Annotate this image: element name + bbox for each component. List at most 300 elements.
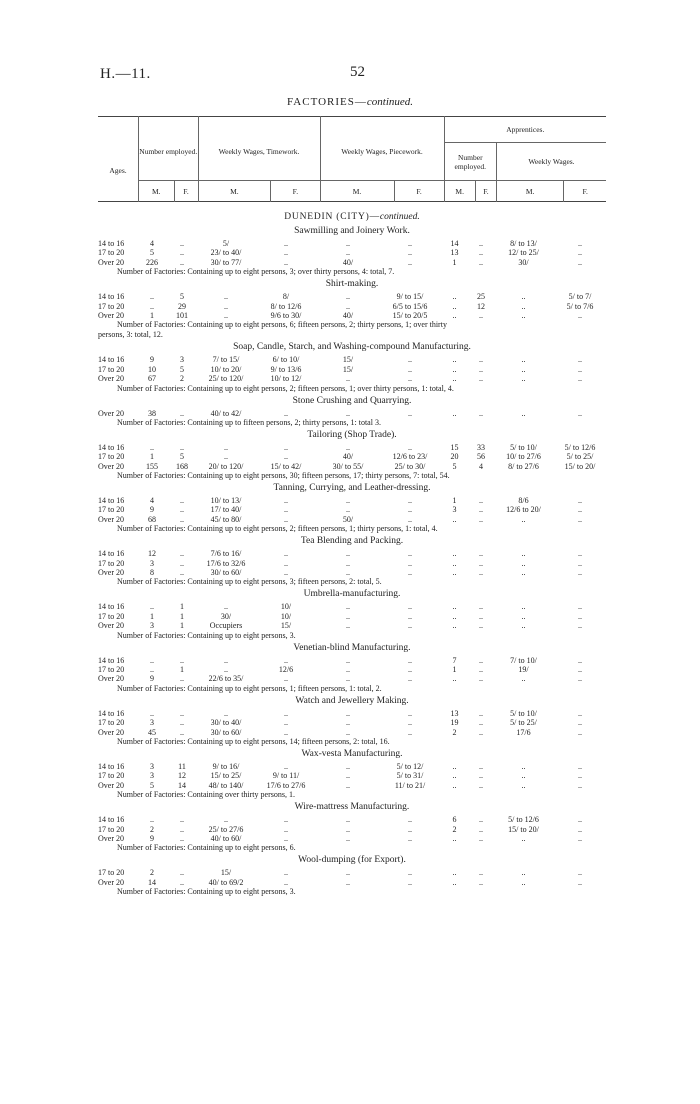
table-cell: .. <box>408 664 412 674</box>
table-cell: 30/ to 60/ <box>210 727 242 737</box>
table-cell: .. <box>408 568 412 578</box>
table-cell: .. <box>180 824 184 834</box>
col-weekly-wages-piecework: Weekly Wages, Piecework. <box>320 117 444 181</box>
table-row <box>98 771 606 780</box>
report-reference: H.—11. <box>100 66 151 82</box>
table-cell: .. <box>479 568 483 578</box>
table-cell: 19/ <box>518 664 529 674</box>
table-cell: 9 <box>150 355 154 365</box>
table-row <box>98 621 606 630</box>
table-cell: .. <box>521 761 526 771</box>
table-cell: 11/ to 21/ <box>394 780 426 790</box>
industry-title: Tea Blending and Packing. <box>300 536 404 547</box>
table-cell: .. <box>521 611 526 621</box>
table-cell: 10/ to 27/6 <box>506 452 541 462</box>
table-cell: 25/ to 27/6 <box>208 824 244 834</box>
table-cell: .. <box>408 408 412 418</box>
table-cell: .. <box>479 239 483 248</box>
table-cell: 3 <box>150 558 154 568</box>
table-cell: 2 <box>452 824 457 834</box>
table-cell: .. <box>479 708 483 718</box>
table-cell: 12/6 to 23/ <box>392 452 428 462</box>
table-row <box>98 365 606 374</box>
table-cell: .. <box>284 496 288 506</box>
table-cell: .. <box>224 292 228 302</box>
table-cell: .. <box>284 824 288 834</box>
table-cell: 5 <box>180 292 184 302</box>
table-cell: .. <box>479 602 483 612</box>
table-cell: 20 <box>450 452 459 462</box>
table-row <box>98 239 606 248</box>
table-cell: 10 <box>148 364 156 374</box>
table-row <box>98 762 606 771</box>
table-cell: 17/6 to 32/6 <box>206 558 246 568</box>
table-row <box>98 709 606 718</box>
table-cell: .. <box>346 780 350 790</box>
table-row <box>98 665 606 674</box>
table-row <box>98 409 606 418</box>
table-cell: .. <box>479 877 483 887</box>
table-cell: 17/ to 40/ <box>210 505 242 515</box>
industry-title: Tanning, Currying, and Leather-dressing. <box>273 483 431 494</box>
table-cell: .. <box>284 505 288 515</box>
table-cell: .. <box>180 708 184 718</box>
table-cell: .. <box>346 761 350 771</box>
table-cell: 14 to 16 <box>98 602 125 612</box>
table-cell: .. <box>180 815 184 825</box>
table-cell: .. <box>224 664 228 674</box>
industry-section <box>98 853 606 897</box>
table-cell: .. <box>452 621 457 631</box>
table-cell: 20/ to 120/ <box>208 461 244 471</box>
table-cell: .. <box>578 611 582 621</box>
factory-count-note: Number of Factories: Containing up to fifteen persons, 2; thirty persons, 1: total 3. <box>117 417 381 427</box>
table-cell: 7 <box>452 655 457 665</box>
table-cell: .. <box>284 248 288 258</box>
table-cell: .. <box>521 771 526 781</box>
industry-title: Venetian-blind Manufacturing. <box>293 642 411 653</box>
table-cell: .. <box>578 549 582 559</box>
table-cell: .. <box>452 301 457 311</box>
table-cell: 5 <box>180 364 184 374</box>
table-row <box>98 834 606 843</box>
table-cell: .. <box>224 815 228 825</box>
table-cell: Occupiers <box>209 621 243 631</box>
table-cell: .. <box>479 655 483 665</box>
factory-count-note: Number of Factories: Containing up to eight persons, 2; fifteen persons, 1; thirty persons, 1: total, 4. <box>117 524 438 534</box>
table-cell: .. <box>224 442 228 452</box>
table-cell: .. <box>408 868 412 878</box>
table-cell: 3 <box>150 621 154 631</box>
table-cell: .. <box>408 718 412 728</box>
table-cell: 5/ to 12/ <box>396 761 424 771</box>
factory-count-note: Number of Factories: Containing up to eight persons, 14; fifteen persons, 2: total, 16. <box>117 736 390 746</box>
col-m: M. <box>139 181 175 202</box>
table-cell: .. <box>346 558 350 568</box>
table-cell: .. <box>346 408 350 418</box>
table-cell: .. <box>284 674 288 684</box>
table-cell: 17/6 <box>516 727 531 737</box>
table-cell: .. <box>479 364 483 374</box>
table-cell: 1 <box>180 602 184 612</box>
table-row <box>98 718 606 727</box>
table-cell: .. <box>521 833 526 843</box>
table-cell: .. <box>521 301 526 311</box>
table-cell: .. <box>284 815 288 825</box>
table-cell: 5 <box>150 248 154 258</box>
industry-section <box>98 641 606 694</box>
table-cell: 1 <box>150 611 154 621</box>
table-row <box>98 878 606 887</box>
table-cell: .. <box>150 664 154 674</box>
table-cell: .. <box>408 355 412 365</box>
table-cell: 50/ <box>342 514 354 524</box>
table-cell: 17 to 20 <box>98 664 125 674</box>
table-row <box>98 505 606 514</box>
table-cell: .. <box>479 374 483 384</box>
table-cell: 1 <box>180 611 184 621</box>
table-cell: .. <box>408 621 412 631</box>
table-cell: 30/ <box>220 611 232 621</box>
industry-section <box>98 587 606 640</box>
table-cell: .. <box>408 257 412 267</box>
table-cell: 15/ to 25/ <box>210 771 242 781</box>
table-cell: .. <box>284 708 288 718</box>
table-row <box>98 825 606 834</box>
col-number-employed: Number employed. <box>139 117 199 181</box>
table-cell: .. <box>521 602 526 612</box>
table-row <box>98 728 606 737</box>
industry-title: Wax-vesta Manufacturing. <box>301 748 403 759</box>
industry-section <box>98 394 606 428</box>
table-cell: 17 to 20 <box>98 364 125 374</box>
table-cell: 7/6 to 16/ <box>210 549 242 559</box>
table-cell: 5/ to 12/6 <box>564 442 596 452</box>
table-cell: .. <box>479 833 483 843</box>
table-cell: .. <box>578 514 582 524</box>
table-cell: .. <box>452 408 457 418</box>
table-cell: .. <box>180 727 184 737</box>
table-cell: 13 <box>450 248 459 258</box>
table-cell: 40/ to 69/2 <box>208 877 244 887</box>
table-cell: 17 to 20 <box>98 301 125 311</box>
table-cell: 17 to 20 <box>98 248 125 258</box>
table-cell: 6/ to 10/ <box>272 355 300 365</box>
table-cell: 5/ <box>222 239 230 248</box>
table-cell: .. <box>521 549 526 559</box>
table-cell: .. <box>346 718 350 728</box>
table-cell: 155 <box>146 461 158 471</box>
table-cell: .. <box>578 824 582 834</box>
table-cell: .. <box>479 257 483 267</box>
table-cell: Over 20 <box>98 257 124 267</box>
table-cell: 67 <box>148 374 156 384</box>
table-cell: Over 20 <box>98 877 124 887</box>
table-cell: .. <box>521 364 526 374</box>
table-cell: 14 to 16 <box>98 815 125 825</box>
table-cell: .. <box>578 621 582 631</box>
table-cell: .. <box>578 496 582 506</box>
table-cell: .. <box>479 621 483 631</box>
table-cell: .. <box>346 505 350 515</box>
table-cell: .. <box>521 780 526 790</box>
table-cell: .. <box>150 708 154 718</box>
table-cell: .. <box>578 602 582 612</box>
table-cell: Over 20 <box>98 374 124 384</box>
table-cell: Over 20 <box>98 408 124 418</box>
col-app-weekly-wages: Weekly Wages. <box>497 143 607 181</box>
table-cell: 56 <box>477 452 485 462</box>
table-cell: 23/ to 40/ <box>210 248 242 258</box>
table-cell: .. <box>346 621 350 631</box>
table-cell: .. <box>346 239 350 248</box>
table-cell: .. <box>408 505 412 515</box>
table-cell: .. <box>408 514 412 524</box>
table-cell: 17 to 20 <box>98 505 125 515</box>
table-cell: 9/ to 15/ <box>396 292 424 302</box>
table-cell: .. <box>408 655 412 665</box>
table-cell: 40/ <box>342 257 354 267</box>
table-cell: .. <box>578 248 582 258</box>
table-cell: 8/ to 13/ <box>510 239 537 248</box>
table-row <box>98 311 606 320</box>
table-cell: .. <box>578 708 582 718</box>
city-name: DUNEDIN (CITY)— <box>284 212 380 222</box>
table-cell: 14 to 16 <box>98 292 125 302</box>
table-cell: .. <box>180 239 184 248</box>
table-cell: .. <box>180 718 184 728</box>
table-cell: .. <box>346 727 350 737</box>
table-cell: .. <box>346 664 350 674</box>
table-cell: 12/6 to 20/ <box>506 505 541 515</box>
table-cell: .. <box>452 568 457 578</box>
table-cell: 5/ to 7/6 <box>566 301 594 311</box>
industry-section <box>98 694 606 747</box>
col-piece-m: M. <box>320 181 394 202</box>
table-cell: .. <box>150 292 154 302</box>
table-cell: .. <box>521 514 526 524</box>
table-cell: 25/ to 30/ <box>394 461 426 471</box>
table-cell: .. <box>408 496 412 506</box>
table-cell: .. <box>408 727 412 737</box>
col-ages-blank <box>98 181 139 202</box>
table-cell: .. <box>346 496 350 506</box>
table-cell: 4 <box>150 239 154 248</box>
table-cell: .. <box>346 655 350 665</box>
factory-count-note: Number of Factories: Containing up to eight persons, 6. <box>117 843 296 853</box>
col-weekly-wages-timework: Weekly Wages, Timework. <box>198 117 320 181</box>
table-cell: .. <box>578 761 582 771</box>
col-time-m: M. <box>198 181 271 202</box>
industry-title: Sawmilling and Joinery Work. <box>294 226 410 236</box>
table-cell: .. <box>479 674 483 684</box>
page-title-italic: continued. <box>366 96 414 108</box>
table-cell: .. <box>346 611 350 621</box>
table-cell: .. <box>479 815 483 825</box>
table-cell: .. <box>452 558 457 568</box>
table-cell: 8/ to 27/6 <box>508 461 539 471</box>
industry-title: Stone Crushing and Quarrying. <box>292 395 412 406</box>
table-cell: 30/ <box>518 257 529 267</box>
table-cell: .. <box>180 257 184 267</box>
table-row <box>98 374 606 383</box>
table-cell: .. <box>578 718 582 728</box>
table-cell: .. <box>284 655 288 665</box>
table-cell: .. <box>521 558 526 568</box>
table-cell: 6 <box>452 815 457 825</box>
industry-title: Tailoring (Shop Trade). <box>307 429 397 440</box>
table-row <box>98 568 606 577</box>
col-app-wage-m: M. <box>497 181 564 202</box>
table-cell: .. <box>578 239 582 248</box>
table-cell: .. <box>408 248 412 258</box>
table-cell: 3 <box>180 355 184 365</box>
table-row <box>98 355 606 364</box>
table-header <box>98 116 606 202</box>
table-cell: .. <box>408 239 412 248</box>
table-cell: 15 <box>450 442 459 452</box>
table-cell: .. <box>224 452 228 462</box>
table-cell: 101 <box>176 310 188 320</box>
table-cell: 10/ to 20/ <box>210 364 242 374</box>
table-cell: Over 20 <box>98 568 124 578</box>
table-cell: .. <box>479 549 483 559</box>
table-cell: Over 20 <box>98 514 124 524</box>
table-cell: 17 to 20 <box>98 868 125 878</box>
table-cell: .. <box>452 374 457 384</box>
table-row <box>98 612 606 621</box>
table-cell: .. <box>284 558 288 568</box>
industry-section <box>98 534 606 587</box>
table-cell: .. <box>452 514 457 524</box>
table-cell: 7/ to 15/ <box>212 355 240 365</box>
table-cell: .. <box>578 664 582 674</box>
table-row <box>98 496 606 505</box>
industry-title: Soap, Candle, Starch, and Washing-compound Manufacturing. <box>233 342 471 353</box>
factory-count-note: Number of Factories: Containing up to eight persons, 1; fifteen persons, 1: total, 2. <box>117 683 382 693</box>
table-cell: .. <box>578 257 582 267</box>
col-app-wage-f: F. <box>582 186 588 196</box>
table-cell: .. <box>578 505 582 515</box>
table-cell: 2 <box>150 868 154 878</box>
table-cell: .. <box>180 442 184 452</box>
industry-section <box>98 747 606 800</box>
table-cell: 17 to 20 <box>98 558 125 568</box>
col-time-f: F. <box>271 181 320 202</box>
table-cell: .. <box>521 310 526 320</box>
table-cell: .. <box>408 674 412 684</box>
table-cell: 1 <box>452 257 457 267</box>
table-cell: 17 to 20 <box>98 824 125 834</box>
table-cell: 8/6 <box>518 496 529 506</box>
table-cell: .. <box>452 602 457 612</box>
industry-section <box>98 277 606 340</box>
table-cell: .. <box>346 568 350 578</box>
table-cell: 8/ to 12/6 <box>270 301 302 311</box>
table-cell: 9/ to 13/6 <box>270 364 302 374</box>
table-cell: 8/ <box>282 292 290 302</box>
table-cell: .. <box>479 558 483 568</box>
table-cell: .. <box>479 718 483 728</box>
table-cell: .. <box>452 310 457 320</box>
table-cell: .. <box>408 708 412 718</box>
table-cell: .. <box>284 452 288 462</box>
table-cell: .. <box>479 408 483 418</box>
table-cell: 14 to 16 <box>98 708 125 718</box>
table-cell: .. <box>521 621 526 631</box>
table-cell: .. <box>284 549 288 559</box>
table-cell: .. <box>284 877 288 887</box>
table-cell: .. <box>284 568 288 578</box>
table-cell: .. <box>452 549 457 559</box>
table-cell: 15/ to 20/ <box>564 461 596 471</box>
table-row <box>98 248 606 257</box>
table-cell: 4 <box>479 461 483 471</box>
table-cell: 30/ to 55/ <box>332 461 364 471</box>
col-app-number-employed: Number employed. <box>444 143 496 181</box>
table-cell: 6/5 to 15/6 <box>392 301 428 311</box>
table-cell: 45/ to 80/ <box>210 514 242 524</box>
table-cell: 1 <box>150 310 154 320</box>
table-cell: 14 to 16 <box>98 761 125 771</box>
table-cell: 5/ to 7/ <box>568 292 592 302</box>
table-cell: 1 <box>180 664 184 674</box>
table-cell: 29 <box>178 301 186 311</box>
table-cell: 12/6 <box>278 664 294 674</box>
table-cell: .. <box>479 727 483 737</box>
table-cell: .. <box>578 815 582 825</box>
table-cell: 8 <box>150 568 154 578</box>
table-cell: .. <box>180 549 184 559</box>
table-cell: .. <box>180 558 184 568</box>
table-cell: Over 20 <box>98 674 124 684</box>
table-cell: .. <box>408 824 412 834</box>
table-cell: .. <box>452 868 457 878</box>
table-cell: 14 to 16 <box>98 655 125 665</box>
table-row <box>98 292 606 301</box>
table-cell: Over 20 <box>98 621 124 631</box>
table-cell: .. <box>150 442 154 452</box>
table-cell: .. <box>284 761 288 771</box>
table-cell: .. <box>521 868 526 878</box>
table-cell: .. <box>479 664 483 674</box>
table-cell: .. <box>578 558 582 568</box>
table-cell: .. <box>578 727 582 737</box>
table-cell: .. <box>521 674 526 684</box>
table-cell: 9/ to 16/ <box>212 761 240 771</box>
table-cell: .. <box>224 602 228 612</box>
table-cell: 1 <box>150 452 154 462</box>
table-cell: .. <box>224 310 228 320</box>
table-cell: 2 <box>150 824 154 834</box>
table-row <box>98 656 606 665</box>
table-cell: .. <box>408 611 412 621</box>
table-cell: .. <box>346 442 350 452</box>
table-cell: .. <box>284 257 288 267</box>
table-cell: .. <box>479 496 483 506</box>
table-cell: 68 <box>148 514 156 524</box>
table-cell: .. <box>578 408 582 418</box>
table-cell: .. <box>346 824 350 834</box>
table-cell: 17 to 20 <box>98 611 125 621</box>
table-cell: Over 20 <box>98 833 124 843</box>
table-cell: 10/ <box>280 611 292 621</box>
table-cell: .. <box>479 611 483 621</box>
table-cell: Over 20 <box>98 310 124 320</box>
table-cell: .. <box>521 374 526 384</box>
table-cell: .. <box>346 708 350 718</box>
table-row <box>98 258 606 267</box>
